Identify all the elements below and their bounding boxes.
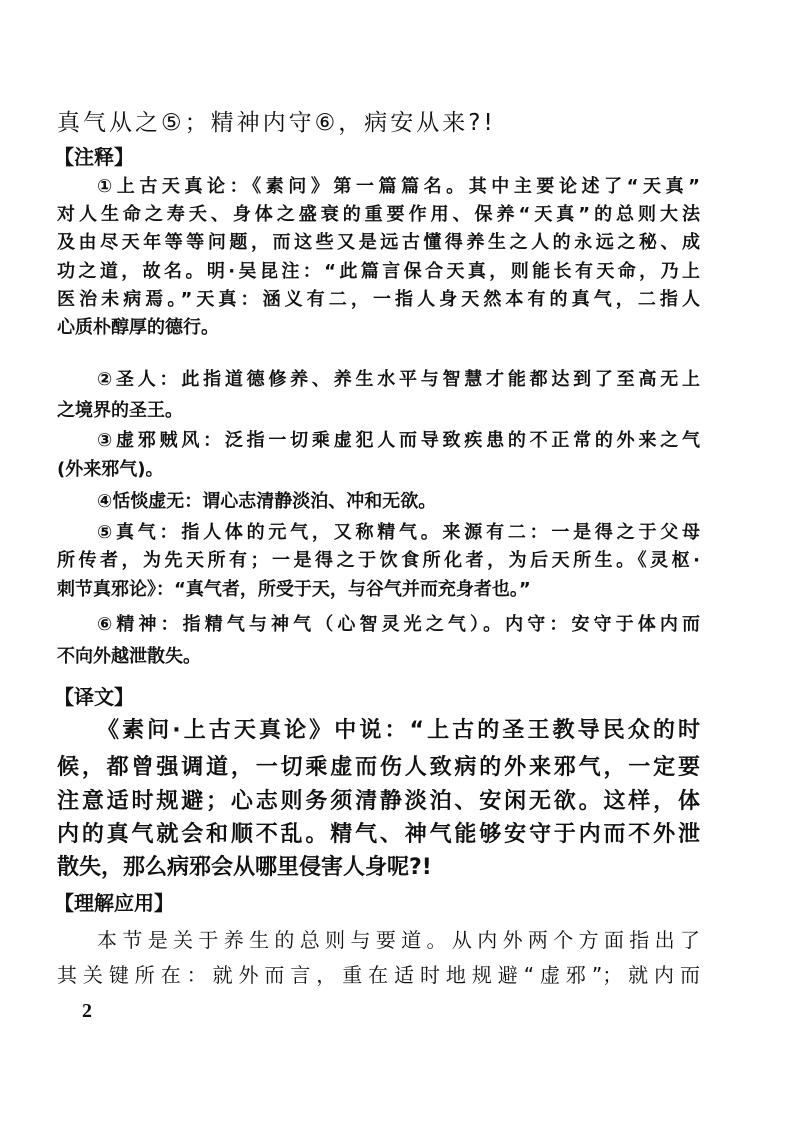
translation-line: 散失，那么病邪会从哪里侵害人身呢?! xyxy=(57,855,432,880)
notes-line: ③虚邪贼风：泛指一切乘虚犯人而导致疾患的不正常的外来之气 xyxy=(97,430,700,451)
notes-line: 心质朴醇厚的德行。 xyxy=(57,317,219,338)
translation-line: 内的真气就会和顺不乱。精气、神气能够安守于内而不外泄 xyxy=(57,822,700,847)
notes-line: 之境界的圣王。 xyxy=(57,400,183,421)
notes-line: (外来邪气)。 xyxy=(57,459,164,480)
notes-line: 医治未病焉。”天真：涵义有二，一指人身天然本有的真气，二指人 xyxy=(57,289,700,310)
translation-heading: 【译文】 xyxy=(54,685,134,709)
notes-line: 所传者，为先天所有；一是得之于饮食所化者，为后天所生。《灵枢· xyxy=(57,550,700,571)
translation-line: 候，都曾强调道，一切乘虚而伤人致病的外来邪气，一定要 xyxy=(57,755,700,780)
application-heading: 【理解应用】 xyxy=(54,891,174,915)
application-line: 本节是关于养生的总则与要道。从内外两个方面指出了 xyxy=(97,928,700,952)
notes-line: ①上古天真论：《素问》第一篇篇名。其中主要论述了“天真” xyxy=(97,176,700,197)
notes-line: 及由尽天年等等问题，而这些又是远古懂得养生之人的永远之秘、成 xyxy=(57,232,700,253)
application-line: 其关键所在：就外而言，重在适时地规避“虚邪”；就内而 xyxy=(57,963,700,987)
verse-line: 真气从之⑤；精神内守⑥，病安从来?! xyxy=(57,110,496,136)
notes-line: 刺节真邪论》：“真气者，所受于天，与谷气并而充身者也。” xyxy=(57,579,531,600)
notes-line: 对人生命之寿夭、身体之盛衰的重要作用、保养“天真”的总则大法 xyxy=(57,204,700,225)
notes-line: ④恬惔虚无：谓心志清静淡泊、冲和无欲。 xyxy=(97,491,437,512)
notes-line: ②圣人：此指道德修养、养生水平与智慧才能都达到了至高无上 xyxy=(97,369,700,390)
notes-heading: 【注释】 xyxy=(54,145,134,169)
translation-line: 注意适时规避；心志则务须清静淡泊、安闲无欲。这样，体 xyxy=(57,789,700,814)
translation-line: 《素问·上古天真论》中说：“上古的圣王教导民众的时 xyxy=(97,718,700,743)
notes-line: 功之道，故名。明·吴昆注：“此篇言保合天真，则能长有天命，乃上 xyxy=(57,261,700,282)
notes-line: 不向外越泄散失。 xyxy=(57,646,201,667)
page-number: 2 xyxy=(82,1000,92,1022)
notes-line: ⑥精神：指精气与神气（心智灵光之气）。内守：安守于体内而 xyxy=(97,614,700,635)
notes-line: ⑤真气：指人体的元气，又称精气。来源有二：一是得之于父母 xyxy=(97,522,700,543)
